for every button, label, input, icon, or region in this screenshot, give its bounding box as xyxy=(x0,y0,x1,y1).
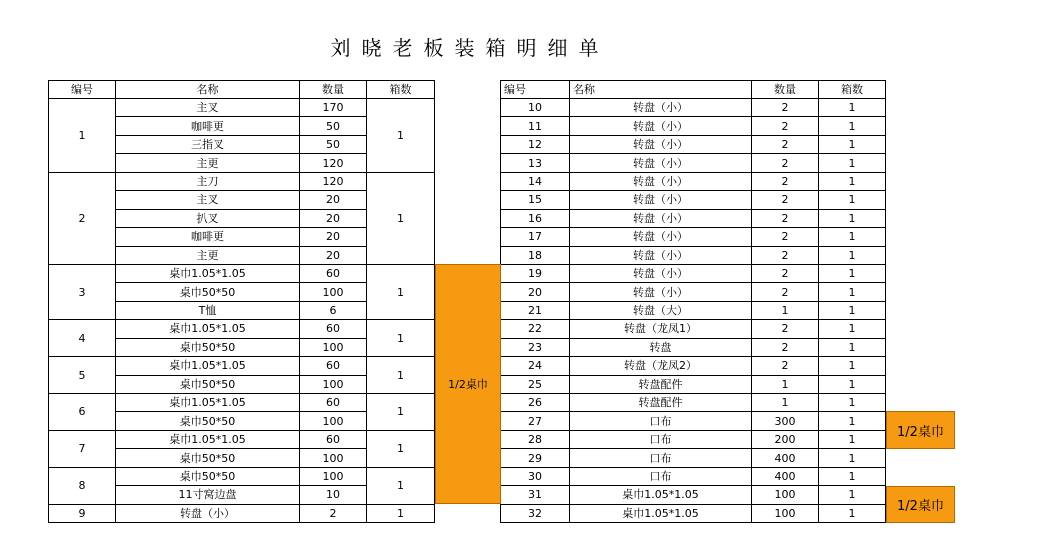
item-name-cell: 咖啡更 xyxy=(116,117,300,135)
box-number-cell: 32 xyxy=(501,504,570,522)
table-row xyxy=(49,357,435,375)
item-name-cell: 转盘（小） xyxy=(570,209,752,227)
table-row xyxy=(501,301,886,319)
item-name-cell: 转盘（小） xyxy=(570,191,752,209)
item-name-cell: 转盘（小） xyxy=(570,283,752,301)
box-count-cell: 1 xyxy=(367,394,435,431)
box-count-cell: 1 xyxy=(367,467,435,504)
box-count-cell: 1 xyxy=(367,172,435,264)
item-name-cell: 桌巾50*50 xyxy=(116,412,300,430)
item-name-cell: 转盘（小） xyxy=(570,154,752,172)
quantity-cell: 2 xyxy=(752,117,819,135)
table-row xyxy=(501,209,886,227)
box-count-cell: 1 xyxy=(367,504,435,522)
box-count-cell: 1 xyxy=(367,99,435,173)
box-number-cell: 20 xyxy=(501,283,570,301)
table-row xyxy=(501,264,886,282)
item-name-cell: 咖啡更 xyxy=(116,228,300,246)
item-name-cell: 转盘（小） xyxy=(570,228,752,246)
box-number-cell: 24 xyxy=(501,357,570,375)
box-number-cell: 13 xyxy=(501,154,570,172)
box-count-cell: 1 xyxy=(819,394,886,412)
box-count-cell: 1 xyxy=(367,430,435,467)
box-number-cell: 9 xyxy=(49,504,116,522)
quantity-cell: 100 xyxy=(300,338,367,356)
quantity-cell: 2 xyxy=(752,264,819,282)
table-row xyxy=(501,117,886,135)
box-number-cell: 31 xyxy=(501,486,570,504)
item-name-cell: 扒叉 xyxy=(116,209,300,227)
box-number-cell: 22 xyxy=(501,320,570,338)
right-packing-table xyxy=(500,80,886,523)
quantity-cell: 60 xyxy=(300,264,367,282)
table-row xyxy=(501,283,886,301)
quantity-cell: 400 xyxy=(752,449,819,467)
box-count-cell: 1 xyxy=(819,209,886,227)
item-name-cell: 桌巾50*50 xyxy=(116,375,300,393)
column-header-boxes: 箱数 xyxy=(819,81,886,99)
box-count-cell: 1 xyxy=(819,135,886,153)
item-name-cell: 转盘配件 xyxy=(570,375,752,393)
quantity-cell: 100 xyxy=(300,449,367,467)
table-row xyxy=(49,264,435,282)
quantity-cell: 60 xyxy=(300,357,367,375)
item-name-cell: 桌巾1.05*1.05 xyxy=(116,394,300,412)
quantity-cell: 100 xyxy=(752,486,819,504)
quantity-cell: 1 xyxy=(752,301,819,319)
quantity-cell: 100 xyxy=(300,467,367,485)
item-name-cell: 桌巾1.05*1.05 xyxy=(116,320,300,338)
box-number-cell: 3 xyxy=(49,264,116,319)
quantity-cell: 2 xyxy=(752,338,819,356)
box-number-cell: 5 xyxy=(49,357,116,394)
quantity-cell: 1 xyxy=(752,394,819,412)
box-count-cell: 1 xyxy=(367,357,435,394)
table-row xyxy=(501,486,886,504)
box-count-cell: 1 xyxy=(819,357,886,375)
box-number-cell: 6 xyxy=(49,394,116,431)
box-count-cell: 1 xyxy=(819,504,886,522)
box-count-cell: 1 xyxy=(819,246,886,264)
item-name-cell: 主叉 xyxy=(116,99,300,117)
table-row xyxy=(501,320,886,338)
table-row xyxy=(49,504,435,522)
item-name-cell: 转盘（龙凤2） xyxy=(570,357,752,375)
quantity-cell: 20 xyxy=(300,228,367,246)
box-number-cell: 14 xyxy=(501,172,570,190)
table-row xyxy=(49,394,435,412)
item-name-cell: 转盘（小） xyxy=(570,135,752,153)
box-number-cell: 27 xyxy=(501,412,570,430)
box-count-cell: 1 xyxy=(367,320,435,357)
box-count-cell: 1 xyxy=(367,264,435,319)
half-tablecloth-note-middle: 1/2桌巾 xyxy=(435,264,501,504)
quantity-cell: 100 xyxy=(300,375,367,393)
quantity-cell: 50 xyxy=(300,117,367,135)
item-name-cell: 桌巾1.05*1.05 xyxy=(116,357,300,375)
item-name-cell: 转盘（小） xyxy=(570,99,752,117)
box-count-cell: 1 xyxy=(819,301,886,319)
box-count-cell: 1 xyxy=(819,99,886,117)
table-row xyxy=(501,154,886,172)
item-name-cell: 主更 xyxy=(116,246,300,264)
table-row xyxy=(501,375,886,393)
quantity-cell: 2 xyxy=(752,154,819,172)
box-count-cell: 1 xyxy=(819,117,886,135)
box-number-cell: 4 xyxy=(49,320,116,357)
item-name-cell: 口布 xyxy=(570,449,752,467)
quantity-cell: 2 xyxy=(752,209,819,227)
table-row xyxy=(501,246,886,264)
quantity-cell: 200 xyxy=(752,430,819,448)
quantity-cell: 400 xyxy=(752,467,819,485)
left-packing-table xyxy=(48,80,435,523)
quantity-cell: 2 xyxy=(752,172,819,190)
box-number-cell: 16 xyxy=(501,209,570,227)
quantity-cell: 120 xyxy=(300,172,367,190)
column-header-qty: 数量 xyxy=(752,81,819,99)
quantity-cell: 10 xyxy=(300,486,367,504)
box-count-cell: 1 xyxy=(819,154,886,172)
quantity-cell: 6 xyxy=(300,301,367,319)
quantity-cell: 1 xyxy=(752,375,819,393)
box-number-cell: 23 xyxy=(501,338,570,356)
quantity-cell: 300 xyxy=(752,412,819,430)
box-count-cell: 1 xyxy=(819,264,886,282)
quantity-cell: 2 xyxy=(752,99,819,117)
table-row xyxy=(501,191,886,209)
box-count-cell: 1 xyxy=(819,228,886,246)
box-count-cell: 1 xyxy=(819,338,886,356)
box-count-cell: 1 xyxy=(819,486,886,504)
box-number-cell: 8 xyxy=(49,467,116,504)
box-count-cell: 1 xyxy=(819,320,886,338)
sheet-title: 刘晓老板装箱明细单 xyxy=(330,36,610,60)
box-count-cell: 1 xyxy=(819,467,886,485)
quantity-cell: 2 xyxy=(752,246,819,264)
item-name-cell: 桌巾50*50 xyxy=(116,338,300,356)
quantity-cell: 2 xyxy=(752,320,819,338)
box-number-cell: 11 xyxy=(501,117,570,135)
quantity-cell: 100 xyxy=(752,504,819,522)
quantity-cell: 20 xyxy=(300,209,367,227)
quantity-cell: 2 xyxy=(752,283,819,301)
item-name-cell: 主刀 xyxy=(116,172,300,190)
item-name-cell: 转盘（小） xyxy=(570,172,752,190)
box-number-cell: 28 xyxy=(501,430,570,448)
box-number-cell: 15 xyxy=(501,191,570,209)
table-row xyxy=(501,467,886,485)
box-count-cell: 1 xyxy=(819,430,886,448)
quantity-cell: 2 xyxy=(752,191,819,209)
box-number-cell: 19 xyxy=(501,264,570,282)
item-name-cell: 桌巾1.05*1.05 xyxy=(116,264,300,282)
item-name-cell: 桌巾1.05*1.05 xyxy=(570,486,752,504)
column-header-boxes: 箱数 xyxy=(367,81,435,99)
table-row xyxy=(49,172,435,190)
item-name-cell: 转盘（大） xyxy=(570,301,752,319)
table-row xyxy=(501,449,886,467)
item-name-cell: 口布 xyxy=(570,430,752,448)
quantity-cell: 2 xyxy=(752,135,819,153)
item-name-cell: 口布 xyxy=(570,467,752,485)
half-tablecloth-note-right-2: 1/2桌巾 xyxy=(886,486,955,523)
box-number-cell: 30 xyxy=(501,467,570,485)
quantity-cell: 2 xyxy=(752,228,819,246)
item-name-cell: 主叉 xyxy=(116,191,300,209)
column-header-qty: 数量 xyxy=(300,81,367,99)
table-row xyxy=(501,172,886,190)
box-number-cell: 25 xyxy=(501,375,570,393)
quantity-cell: 170 xyxy=(300,99,367,117)
table-row xyxy=(501,430,886,448)
quantity-cell: 2 xyxy=(300,504,367,522)
item-name-cell: 口布 xyxy=(570,412,752,430)
item-name-cell: 转盘（小） xyxy=(116,504,300,522)
item-name-cell: 转盘 xyxy=(570,338,752,356)
item-name-cell: 桌巾50*50 xyxy=(116,449,300,467)
box-number-cell: 29 xyxy=(501,449,570,467)
quantity-cell: 100 xyxy=(300,283,367,301)
table-row xyxy=(501,135,886,153)
table-row xyxy=(501,504,886,522)
item-name-cell: 桌巾1.05*1.05 xyxy=(116,430,300,448)
box-count-cell: 1 xyxy=(819,283,886,301)
box-number-cell: 12 xyxy=(501,135,570,153)
item-name-cell: T恤 xyxy=(116,301,300,319)
item-name-cell: 转盘（小） xyxy=(570,246,752,264)
table-row xyxy=(49,99,435,117)
box-number-cell: 2 xyxy=(49,172,116,264)
half-tablecloth-note-right-1: 1/2桌巾 xyxy=(886,411,955,449)
table-row xyxy=(49,320,435,338)
quantity-cell: 60 xyxy=(300,320,367,338)
item-name-cell: 11寸窝边盘 xyxy=(116,486,300,504)
table-row xyxy=(501,228,886,246)
quantity-cell: 20 xyxy=(300,246,367,264)
box-count-cell: 1 xyxy=(819,191,886,209)
box-count-cell: 1 xyxy=(819,375,886,393)
box-number-cell: 10 xyxy=(501,99,570,117)
header-row xyxy=(501,81,886,99)
table-row xyxy=(49,467,435,485)
box-number-cell: 17 xyxy=(501,228,570,246)
item-name-cell: 转盘配件 xyxy=(570,394,752,412)
table-row xyxy=(501,394,886,412)
quantity-cell: 120 xyxy=(300,154,367,172)
box-number-cell: 26 xyxy=(501,394,570,412)
table-row xyxy=(49,430,435,448)
quantity-cell: 60 xyxy=(300,394,367,412)
table-row xyxy=(501,99,886,117)
box-count-cell: 1 xyxy=(819,172,886,190)
item-name-cell: 桌巾50*50 xyxy=(116,467,300,485)
box-number-cell: 7 xyxy=(49,430,116,467)
column-header-name: 名称 xyxy=(116,81,300,99)
box-number-cell: 21 xyxy=(501,301,570,319)
item-name-cell: 转盘（龙凤1） xyxy=(570,320,752,338)
column-header-no: 编号 xyxy=(501,81,570,99)
column-header-no: 编号 xyxy=(49,81,116,99)
quantity-cell: 50 xyxy=(300,135,367,153)
box-count-cell: 1 xyxy=(819,449,886,467)
item-name-cell: 桌巾50*50 xyxy=(116,283,300,301)
quantity-cell: 20 xyxy=(300,191,367,209)
item-name-cell: 转盘（小） xyxy=(570,264,752,282)
table-row xyxy=(501,338,886,356)
box-count-cell: 1 xyxy=(819,412,886,430)
item-name-cell: 主更 xyxy=(116,154,300,172)
table-row xyxy=(501,357,886,375)
table-row xyxy=(501,412,886,430)
box-number-cell: 18 xyxy=(501,246,570,264)
header-row xyxy=(49,81,435,99)
box-number-cell: 1 xyxy=(49,99,116,173)
column-header-name: 名称 xyxy=(570,81,752,99)
quantity-cell: 60 xyxy=(300,430,367,448)
item-name-cell: 桌巾1.05*1.05 xyxy=(570,504,752,522)
quantity-cell: 2 xyxy=(752,357,819,375)
item-name-cell: 三指叉 xyxy=(116,135,300,153)
quantity-cell: 100 xyxy=(300,412,367,430)
item-name-cell: 转盘（小） xyxy=(570,117,752,135)
